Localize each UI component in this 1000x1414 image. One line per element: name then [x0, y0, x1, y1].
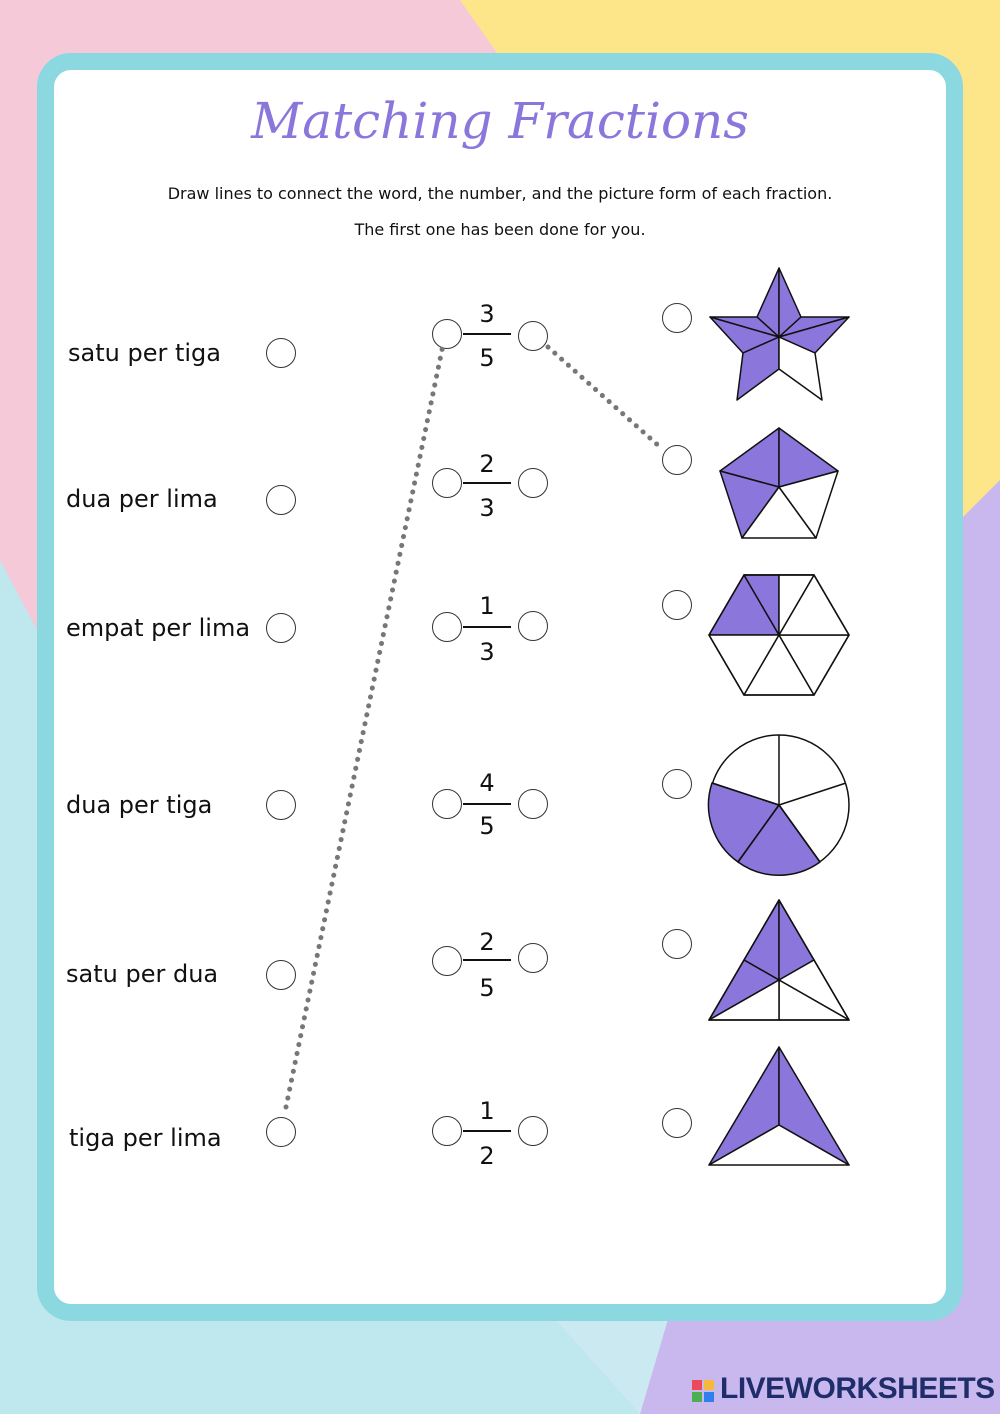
fraction-numerator: 2: [479, 450, 495, 478]
fraction-denominator: 5: [479, 344, 495, 372]
fraction-numerator: 3: [479, 300, 495, 328]
hexagon-shape: [709, 575, 849, 695]
fraction-numerator: 1: [479, 1097, 495, 1125]
word-label: satu per dua: [66, 960, 219, 988]
word-label: dua per lima: [66, 485, 218, 513]
star-shape: [710, 268, 849, 400]
fraction-numerator: 4: [479, 769, 495, 797]
example-line-word-to-number: [286, 345, 443, 1107]
word-label: satu per tiga: [68, 339, 221, 367]
fraction-denominator: 5: [479, 974, 495, 1002]
example-line-number-to-picture: [548, 347, 660, 447]
instruction-line-2: The first one has been done for you.: [354, 220, 646, 239]
fraction-denominator: 2: [479, 1142, 495, 1170]
fraction-denominator: 5: [479, 812, 495, 840]
word-label: empat per lima: [66, 614, 251, 642]
liveworksheets-logo-icon: [692, 1380, 714, 1402]
triangle-sixths-shape: [709, 900, 849, 1020]
page-title: Matching Fractions: [251, 92, 749, 150]
fraction-numerator: 1: [479, 592, 495, 620]
fraction-numerator: 2: [479, 928, 495, 956]
word-label: tiga per lima: [69, 1124, 222, 1152]
fraction-denominator: 3: [479, 638, 495, 666]
triangle-thirds-shape: [709, 1047, 849, 1165]
fraction-denominator: 3: [479, 494, 495, 522]
circle-shape: [708, 735, 849, 875]
word-label: dua per tiga: [66, 791, 213, 819]
instruction-line-1: Draw lines to connect the word, the number, and the picture form of each fraction.: [167, 184, 833, 203]
brand-name: LIVEWORKSHEETS: [720, 1372, 995, 1405]
pentagon-shape: [720, 428, 838, 538]
